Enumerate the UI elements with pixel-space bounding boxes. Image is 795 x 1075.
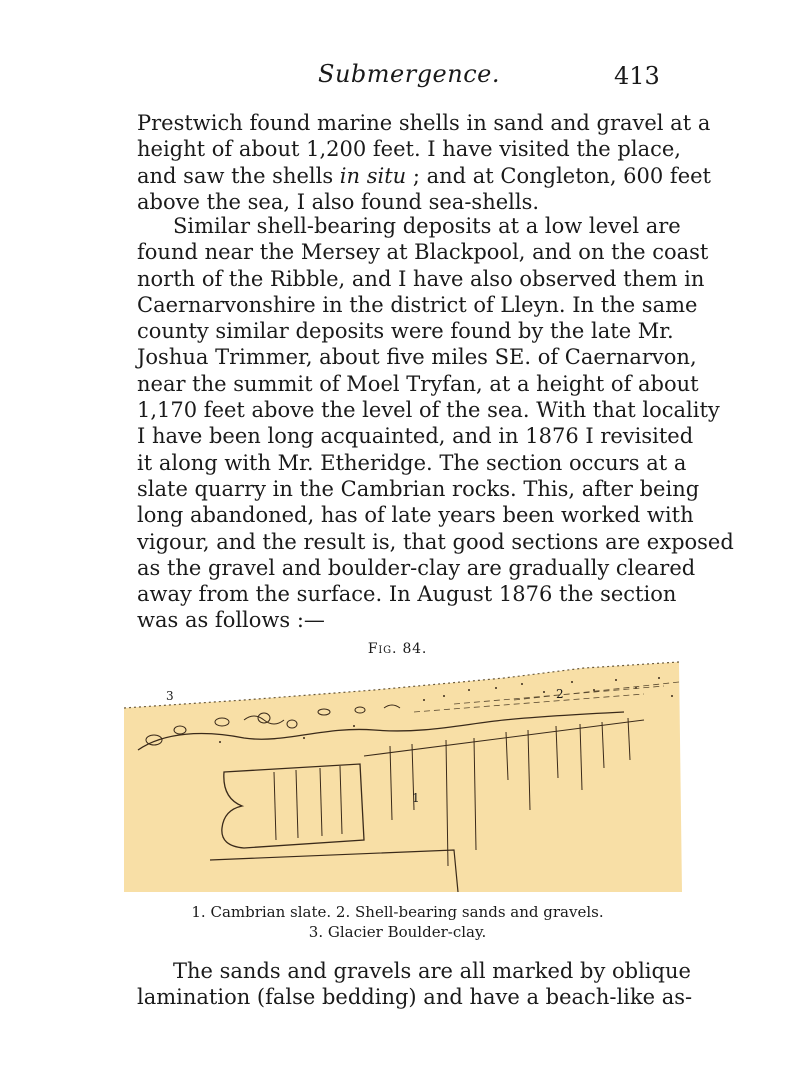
text-line: it along with Mr. Etheridge. The section occurs at a (137, 450, 687, 475)
text-line: was as follows :— (137, 608, 325, 633)
text-line: Caernarvonshire in the district of Lleyn. In the same (137, 292, 698, 317)
text-line: away from the surface. In August 1876 the section (137, 582, 677, 607)
text-line: Prestwich found marine shells in sand and gravel at a (137, 111, 711, 135)
figure-caption-line-2: 3. Glacier Boulder-clay. (308, 923, 487, 941)
text-line: slate quarry in the Cambrian rocks. This, after being (137, 476, 700, 501)
text-line: above the sea, I also found sea-shells. (137, 189, 540, 214)
text-line: near the summit of Moel Tryfan, at a height of about (137, 371, 699, 396)
text-fragment: and saw the shells (137, 163, 340, 188)
paragraph-2 (137, 213, 734, 634)
paragraph-3 (137, 958, 693, 1011)
text-line (137, 163, 711, 189)
text-fragment: ; and at Congleton, 600 feet (406, 163, 711, 188)
marker-2: 2 (556, 687, 564, 701)
text-line: north of the Ribble, and I have also observed them in (137, 266, 705, 291)
text-line: I have been long acquainted, and in 1876 I revisited (137, 424, 694, 449)
text-line: county similar deposits were found by the late Mr. (137, 319, 674, 344)
section-fill (124, 662, 682, 892)
page-number: 413 (614, 62, 660, 90)
text-line: lamination (false bedding) and have a beach-like as- (137, 985, 693, 1010)
italic-term: in situ (339, 163, 407, 188)
geological-section-figure (124, 660, 682, 892)
text-line: as the gravel and boulder-clay are gradually cleared (137, 555, 696, 580)
text-line: long abandoned, has of late years been worked with (137, 503, 694, 528)
figure-label: Fig. 84. (367, 641, 428, 657)
running-head: Submergence. (318, 60, 500, 88)
text-line: found near the Mersey at Blackpool, and on the coast (137, 240, 709, 265)
marker-3: 3 (166, 689, 174, 703)
paragraph-1 (137, 110, 711, 215)
text-line: 1,170 feet above the level of the sea. With that locality (137, 398, 720, 423)
text-line: The sands and gravels are all marked by oblique (173, 959, 691, 983)
text-line: vigour, and the result is, that good sections are exposed (137, 529, 734, 554)
text-line: Joshua Trimmer, about five miles SE. of Caernarvon, (137, 345, 697, 370)
text-line: Similar shell-bearing deposits at a low level are (173, 214, 681, 238)
marker-1: 1 (412, 791, 420, 805)
page-header (0, 60, 795, 100)
text-line: height of about 1,200 feet. I have visited the place, (137, 137, 681, 162)
figure-caption-line-1: 1. Cambrian slate. 2. Shell-bearing sands and gravels. (191, 903, 604, 921)
